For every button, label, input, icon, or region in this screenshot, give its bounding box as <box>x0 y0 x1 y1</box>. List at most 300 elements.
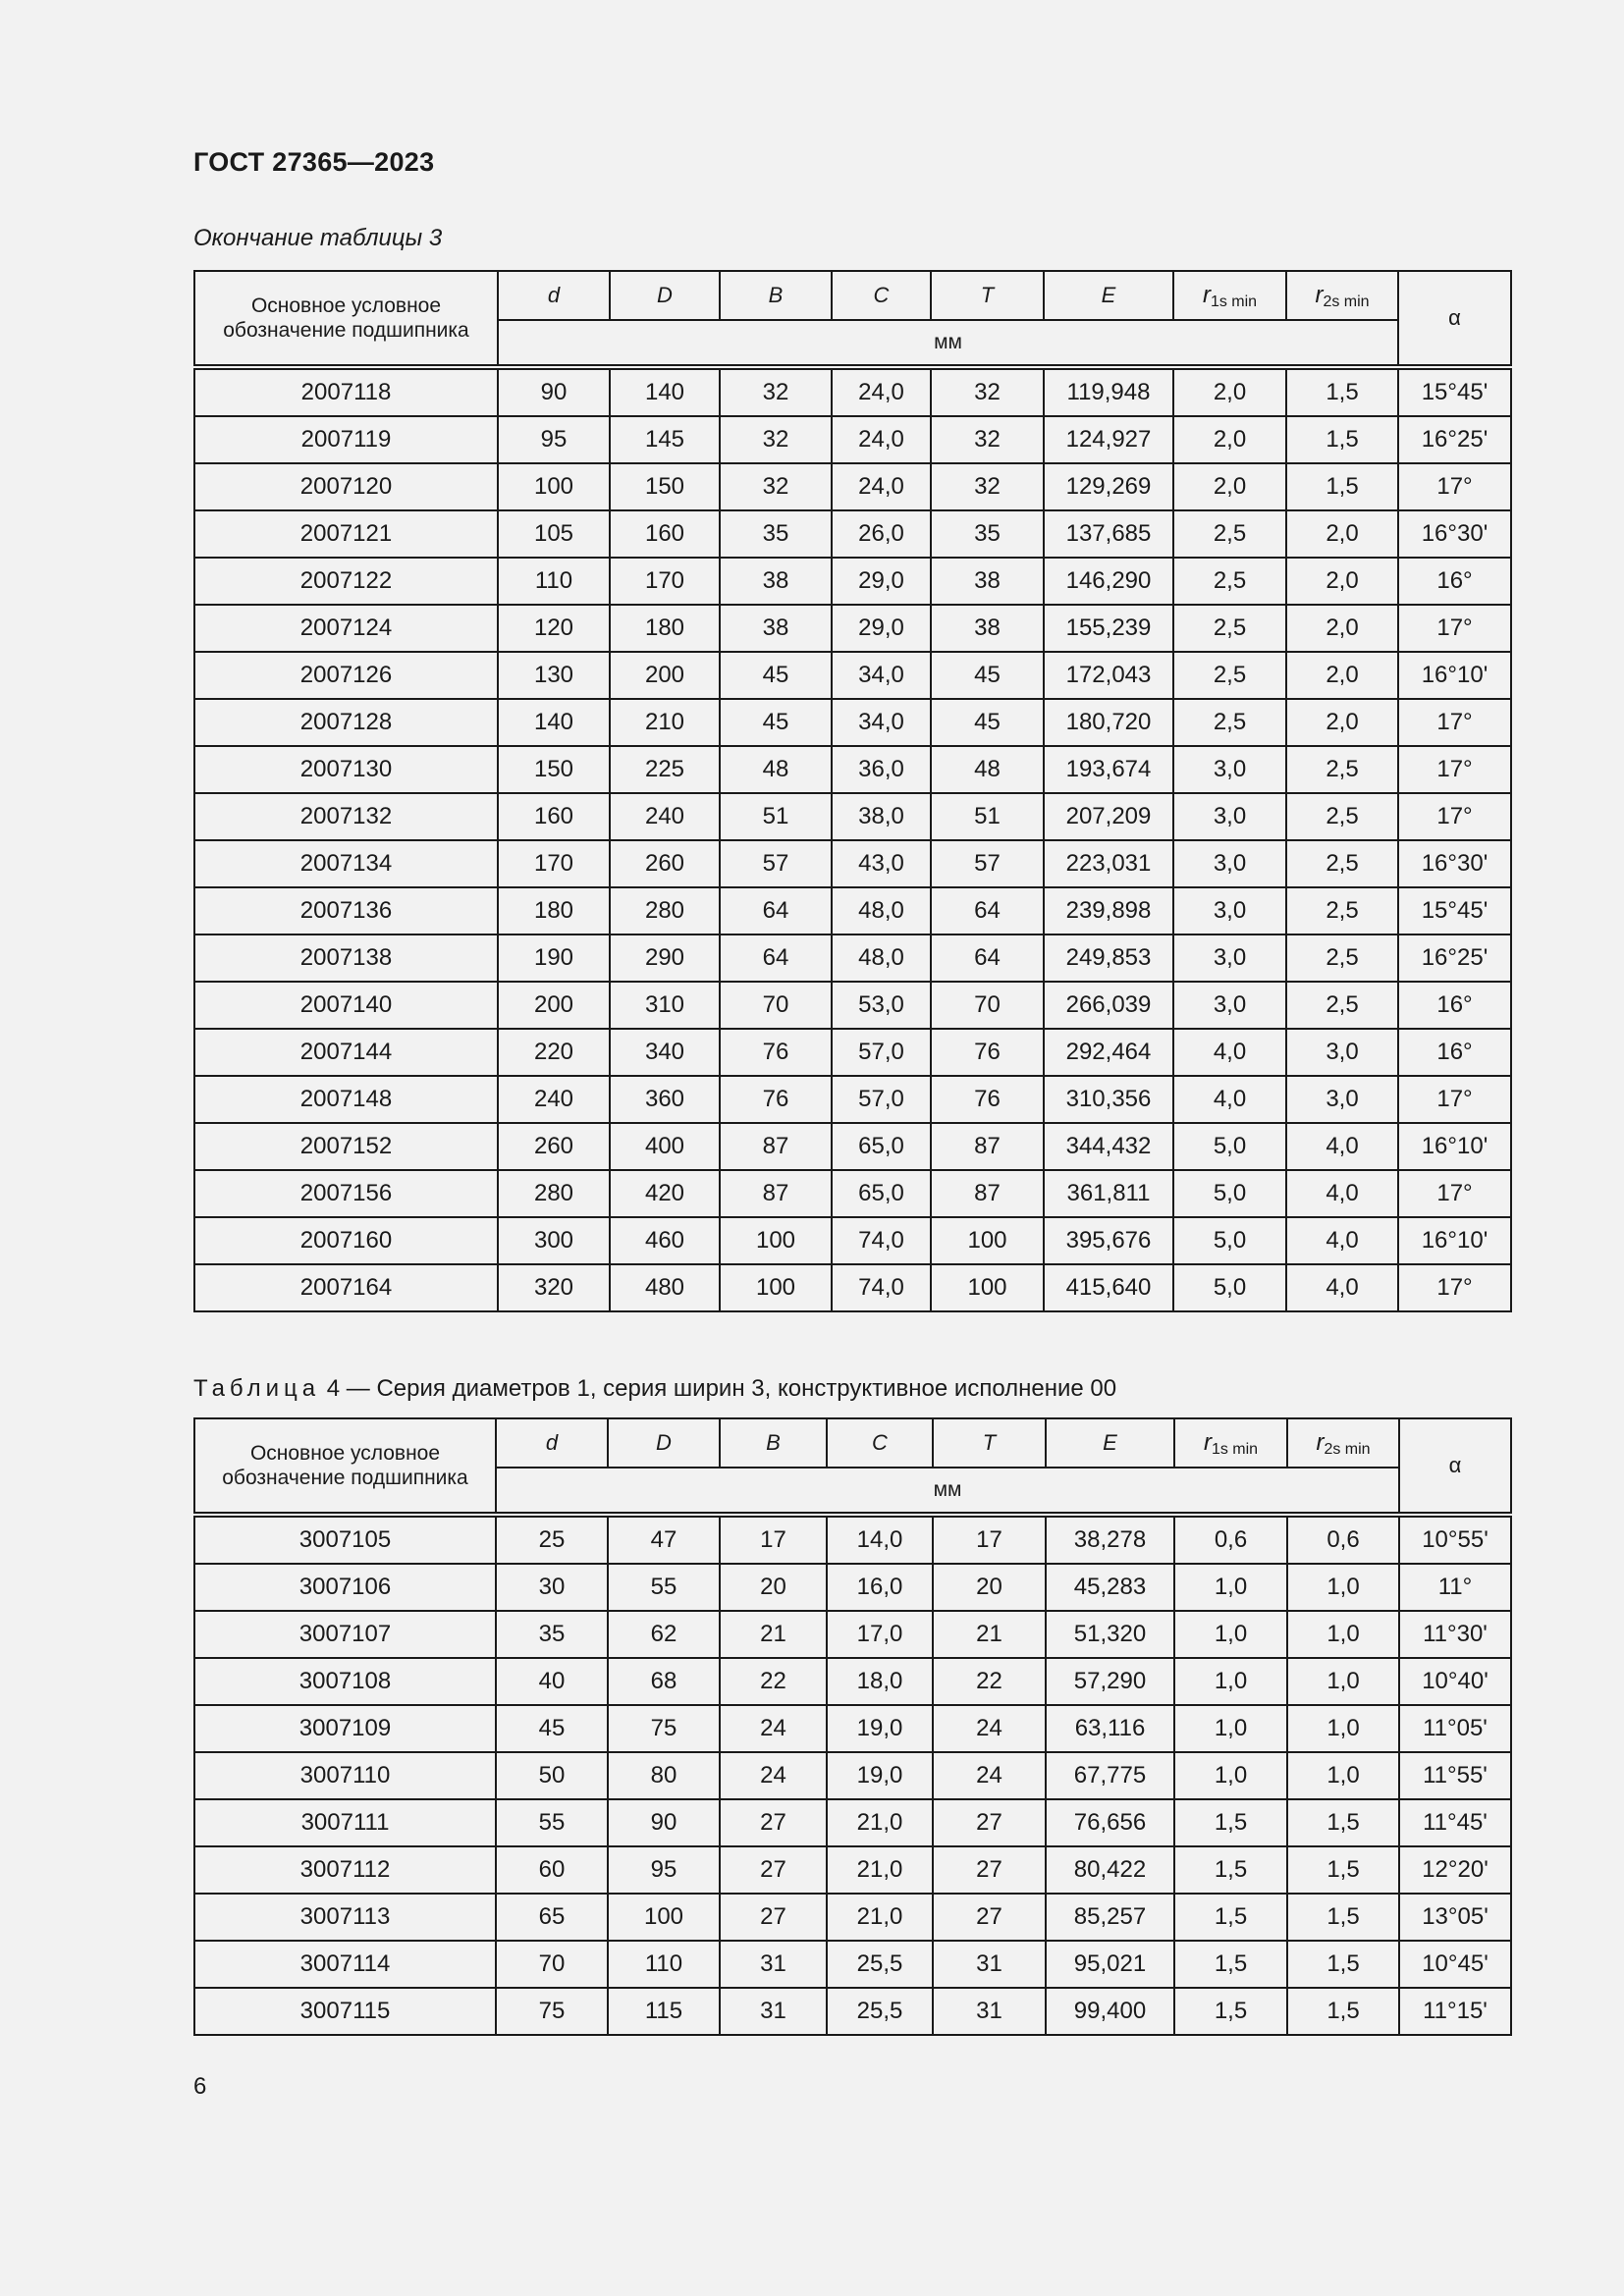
cell-E: 292,464 <box>1044 1029 1173 1076</box>
cell-B: 31 <box>720 1988 827 2035</box>
cell-D: 225 <box>610 746 720 793</box>
cell-r1s-min: 2,0 <box>1173 416 1286 463</box>
cell-C: 43,0 <box>832 840 931 887</box>
cell-r2s-min: 1,5 <box>1287 1894 1399 1941</box>
cell-E: 172,043 <box>1044 652 1173 699</box>
cell-alpha: 17° <box>1398 1170 1511 1217</box>
cell-r2s-min: 1,0 <box>1287 1752 1399 1799</box>
unit-header: мм <box>496 1468 1399 1515</box>
col-r2-header <box>1286 271 1398 320</box>
cell-T: 24 <box>933 1705 1046 1752</box>
col-T-header: T <box>933 1418 1046 1468</box>
cell-B: 24 <box>720 1705 827 1752</box>
cell-alpha: 17° <box>1398 793 1511 840</box>
cell-D: 340 <box>610 1029 720 1076</box>
cell-C: 53,0 <box>832 982 931 1029</box>
cell-r1s-min: 1,0 <box>1174 1752 1287 1799</box>
cell-T: 38 <box>931 605 1044 652</box>
cell-D: 47 <box>608 1515 720 1564</box>
cell-designation: 2007144 <box>194 1029 498 1076</box>
cell-C: 19,0 <box>827 1752 933 1799</box>
cell-E: 38,278 <box>1046 1515 1174 1564</box>
cell-E: 344,432 <box>1044 1123 1173 1170</box>
cell-d: 200 <box>498 982 610 1029</box>
table-row <box>194 605 1511 652</box>
cell-r2s-min: 1,0 <box>1287 1658 1399 1705</box>
cell-C: 57,0 <box>832 1076 931 1123</box>
cell-D: 420 <box>610 1170 720 1217</box>
cell-r1s-min: 0,6 <box>1174 1515 1287 1564</box>
table-row <box>194 1217 1511 1264</box>
cell-d: 120 <box>498 605 610 652</box>
cell-D: 180 <box>610 605 720 652</box>
cell-T: 76 <box>931 1076 1044 1123</box>
cell-r2s-min: 2,5 <box>1286 982 1398 1029</box>
cell-r2s-min: 3,0 <box>1286 1029 1398 1076</box>
col-r2-subscript: 2s min <box>1324 1441 1371 1458</box>
cell-r2s-min: 1,5 <box>1286 416 1398 463</box>
cell-designation: 2007120 <box>194 463 498 510</box>
cell-alpha: 11°15' <box>1399 1988 1511 2035</box>
cell-D: 210 <box>610 699 720 746</box>
designation-header: Основное условное обозначение подшипника <box>194 271 498 367</box>
table-row <box>194 1076 1511 1123</box>
cell-r1s-min: 2,0 <box>1173 463 1286 510</box>
cell-B: 32 <box>720 416 832 463</box>
cell-d: 130 <box>498 652 610 699</box>
col-r2-subscript: 2s min <box>1323 294 1370 310</box>
cell-r1s-min: 2,5 <box>1173 558 1286 605</box>
cell-d: 45 <box>496 1705 608 1752</box>
cell-D: 55 <box>608 1564 720 1611</box>
cell-B: 76 <box>720 1029 832 1076</box>
cell-T: 64 <box>931 887 1044 934</box>
cell-r2s-min: 1,5 <box>1287 1846 1399 1894</box>
cell-alpha: 16°30' <box>1398 840 1511 887</box>
cell-d: 160 <box>498 793 610 840</box>
col-r1-subscript: 1s min <box>1210 294 1258 310</box>
cell-E: 395,676 <box>1044 1217 1173 1264</box>
cell-r2s-min: 1,5 <box>1287 1941 1399 1988</box>
cell-r1s-min: 1,5 <box>1174 1894 1287 1941</box>
col-E-header: E <box>1044 271 1173 320</box>
cell-B: 38 <box>720 605 832 652</box>
table-row <box>194 463 1511 510</box>
table-row <box>194 746 1511 793</box>
cell-alpha: 16°25' <box>1398 416 1511 463</box>
cell-alpha: 13°05' <box>1399 1894 1511 1941</box>
cell-T: 57 <box>931 840 1044 887</box>
cell-D: 260 <box>610 840 720 887</box>
cell-B: 32 <box>720 367 832 416</box>
cell-alpha: 16° <box>1398 982 1511 1029</box>
cell-E: 137,685 <box>1044 510 1173 558</box>
cell-C: 38,0 <box>832 793 931 840</box>
cell-alpha: 16°10' <box>1398 1123 1511 1170</box>
cell-D: 280 <box>610 887 720 934</box>
cell-T: 27 <box>933 1799 1046 1846</box>
cell-r2s-min: 0,6 <box>1287 1515 1399 1564</box>
table-row <box>194 1894 1511 1941</box>
cell-d: 50 <box>496 1752 608 1799</box>
cell-T: 32 <box>931 416 1044 463</box>
cell-designation: 2007136 <box>194 887 498 934</box>
cell-d: 95 <box>498 416 610 463</box>
table-row <box>194 652 1511 699</box>
cell-E: 249,853 <box>1044 934 1173 982</box>
cell-r2s-min: 2,0 <box>1286 699 1398 746</box>
cell-r1s-min: 1,5 <box>1174 1988 1287 2035</box>
cell-C: 48,0 <box>832 887 931 934</box>
cell-E: 119,948 <box>1044 367 1173 416</box>
table-row <box>194 416 1511 463</box>
cell-E: 239,898 <box>1044 887 1173 934</box>
cell-designation: 2007122 <box>194 558 498 605</box>
cell-T: 48 <box>931 746 1044 793</box>
col-d-header: d <box>498 271 610 320</box>
cell-D: 68 <box>608 1658 720 1705</box>
cell-E: 193,674 <box>1044 746 1173 793</box>
col-d-header: d <box>496 1418 608 1468</box>
cell-r1s-min: 3,0 <box>1173 746 1286 793</box>
cell-D: 310 <box>610 982 720 1029</box>
cell-alpha: 12°20' <box>1399 1846 1511 1894</box>
table-row <box>194 793 1511 840</box>
col-D-header: D <box>610 271 720 320</box>
cell-C: 29,0 <box>832 558 931 605</box>
cell-B: 45 <box>720 699 832 746</box>
cell-alpha: 10°40' <box>1399 1658 1511 1705</box>
cell-r2s-min: 2,5 <box>1286 793 1398 840</box>
cell-designation: 2007152 <box>194 1123 498 1170</box>
cell-r2s-min: 2,0 <box>1286 652 1398 699</box>
cell-r1s-min: 2,5 <box>1173 605 1286 652</box>
cell-r2s-min: 4,0 <box>1286 1264 1398 1311</box>
table-row <box>194 699 1511 746</box>
cell-B: 31 <box>720 1941 827 1988</box>
col-C-header: C <box>827 1418 933 1468</box>
cell-T: 70 <box>931 982 1044 1029</box>
cell-E: 361,811 <box>1044 1170 1173 1217</box>
table-row <box>194 367 1511 416</box>
cell-D: 115 <box>608 1988 720 2035</box>
table-row <box>194 1705 1511 1752</box>
cell-designation: 3007109 <box>194 1705 496 1752</box>
cell-designation: 2007130 <box>194 746 498 793</box>
cell-d: 25 <box>496 1515 608 1564</box>
unit-header: мм <box>498 320 1398 367</box>
cell-d: 35 <box>496 1611 608 1658</box>
cell-D: 170 <box>610 558 720 605</box>
cell-D: 95 <box>608 1846 720 1894</box>
cell-B: 45 <box>720 652 832 699</box>
col-B-header: B <box>720 271 832 320</box>
col-r2-header <box>1287 1418 1399 1468</box>
page-number: 6 <box>193 2073 207 2100</box>
cell-T: 76 <box>931 1029 1044 1076</box>
cell-B: 51 <box>720 793 832 840</box>
cell-C: 34,0 <box>832 699 931 746</box>
cell-D: 400 <box>610 1123 720 1170</box>
cell-d: 40 <box>496 1658 608 1705</box>
table3-caption: Окончание таблицы 3 <box>193 225 443 251</box>
col-r2-symbol: r <box>1315 282 1324 308</box>
cell-r1s-min: 5,0 <box>1173 1170 1286 1217</box>
cell-T: 32 <box>931 367 1044 416</box>
table-row <box>194 1611 1511 1658</box>
table-row <box>194 1988 1511 2035</box>
cell-designation: 3007115 <box>194 1988 496 2035</box>
cell-alpha: 11°55' <box>1399 1752 1511 1799</box>
cell-T: 21 <box>933 1611 1046 1658</box>
cell-B: 20 <box>720 1564 827 1611</box>
cell-designation: 3007113 <box>194 1894 496 1941</box>
cell-D: 110 <box>608 1941 720 1988</box>
cell-B: 64 <box>720 887 832 934</box>
cell-r1s-min: 1,0 <box>1174 1611 1287 1658</box>
cell-designation: 3007108 <box>194 1658 496 1705</box>
cell-D: 145 <box>610 416 720 463</box>
cell-C: 29,0 <box>832 605 931 652</box>
cell-designation: 2007156 <box>194 1170 498 1217</box>
cell-r1s-min: 1,5 <box>1174 1941 1287 1988</box>
cell-T: 24 <box>933 1752 1046 1799</box>
cell-r2s-min: 4,0 <box>1286 1217 1398 1264</box>
cell-r2s-min: 3,0 <box>1286 1076 1398 1123</box>
cell-T: 38 <box>931 558 1044 605</box>
cell-C: 21,0 <box>827 1799 933 1846</box>
table-row <box>194 1564 1511 1611</box>
cell-C: 57,0 <box>832 1029 931 1076</box>
table-row <box>194 1029 1511 1076</box>
cell-T: 31 <box>933 1941 1046 1988</box>
cell-d: 190 <box>498 934 610 982</box>
cell-designation: 2007128 <box>194 699 498 746</box>
cell-designation: 2007148 <box>194 1076 498 1123</box>
cell-d: 280 <box>498 1170 610 1217</box>
cell-r2s-min: 2,0 <box>1286 558 1398 605</box>
cell-alpha: 11°45' <box>1399 1799 1511 1846</box>
cell-d: 300 <box>498 1217 610 1264</box>
cell-C: 65,0 <box>832 1170 931 1217</box>
cell-r2s-min: 4,0 <box>1286 1123 1398 1170</box>
cell-r1s-min: 1,5 <box>1174 1799 1287 1846</box>
cell-T: 31 <box>933 1988 1046 2035</box>
cell-d: 105 <box>498 510 610 558</box>
cell-E: 223,031 <box>1044 840 1173 887</box>
cell-T: 32 <box>931 463 1044 510</box>
cell-T: 45 <box>931 699 1044 746</box>
cell-E: 51,320 <box>1046 1611 1174 1658</box>
cell-C: 17,0 <box>827 1611 933 1658</box>
cell-d: 240 <box>498 1076 610 1123</box>
cell-B: 35 <box>720 510 832 558</box>
cell-B: 27 <box>720 1894 827 1941</box>
cell-r1s-min: 3,0 <box>1173 934 1286 982</box>
col-C-header: C <box>832 271 931 320</box>
cell-B: 64 <box>720 934 832 982</box>
cell-B: 27 <box>720 1799 827 1846</box>
cell-C: 14,0 <box>827 1515 933 1564</box>
table-row <box>194 1123 1511 1170</box>
table-row <box>194 934 1511 982</box>
cell-r1s-min: 3,0 <box>1173 982 1286 1029</box>
cell-D: 150 <box>610 463 720 510</box>
col-r1-header <box>1173 271 1286 320</box>
table-4 <box>193 1417 1512 2036</box>
designation-header: Основное условное обозначение подшипника <box>194 1418 496 1515</box>
cell-D: 460 <box>610 1217 720 1264</box>
cell-E: 180,720 <box>1044 699 1173 746</box>
cell-C: 24,0 <box>832 367 931 416</box>
cell-E: 57,290 <box>1046 1658 1174 1705</box>
col-alpha-header: α <box>1398 271 1511 367</box>
cell-B: 100 <box>720 1264 832 1311</box>
cell-designation: 2007121 <box>194 510 498 558</box>
cell-r1s-min: 5,0 <box>1173 1217 1286 1264</box>
cell-alpha: 17° <box>1398 746 1511 793</box>
cell-T: 100 <box>931 1217 1044 1264</box>
table4-body <box>194 1515 1511 2035</box>
cell-r1s-min: 4,0 <box>1173 1076 1286 1123</box>
cell-designation: 2007160 <box>194 1217 498 1264</box>
cell-alpha: 10°45' <box>1399 1941 1511 1988</box>
cell-d: 100 <box>498 463 610 510</box>
cell-alpha: 10°55' <box>1399 1515 1511 1564</box>
table-row <box>194 1752 1511 1799</box>
cell-alpha: 17° <box>1398 1076 1511 1123</box>
cell-r1s-min: 3,0 <box>1173 840 1286 887</box>
table-row <box>194 1515 1511 1564</box>
cell-alpha: 11°30' <box>1399 1611 1511 1658</box>
table-row <box>194 1846 1511 1894</box>
cell-B: 17 <box>720 1515 827 1564</box>
cell-designation: 2007124 <box>194 605 498 652</box>
cell-alpha: 16°30' <box>1398 510 1511 558</box>
cell-D: 160 <box>610 510 720 558</box>
document-code: ГОСТ 27365—2023 <box>193 147 435 177</box>
cell-B: 48 <box>720 746 832 793</box>
cell-B: 87 <box>720 1170 832 1217</box>
cell-B: 21 <box>720 1611 827 1658</box>
cell-T: 87 <box>931 1123 1044 1170</box>
cell-E: 155,239 <box>1044 605 1173 652</box>
cell-C: 25,5 <box>827 1988 933 2035</box>
cell-B: 57 <box>720 840 832 887</box>
cell-r2s-min: 1,0 <box>1287 1611 1399 1658</box>
cell-designation: 3007107 <box>194 1611 496 1658</box>
col-D-header: D <box>608 1418 720 1468</box>
cell-r1s-min: 2,5 <box>1173 510 1286 558</box>
cell-C: 26,0 <box>832 510 931 558</box>
cell-C: 36,0 <box>832 746 931 793</box>
cell-B: 32 <box>720 463 832 510</box>
cell-d: 140 <box>498 699 610 746</box>
table3-body <box>194 367 1511 1311</box>
cell-T: 100 <box>931 1264 1044 1311</box>
cell-C: 34,0 <box>832 652 931 699</box>
cell-r2s-min: 1,5 <box>1287 1799 1399 1846</box>
cell-E: 80,422 <box>1046 1846 1174 1894</box>
col-r1-subscript: 1s min <box>1211 1441 1259 1458</box>
cell-D: 100 <box>608 1894 720 1941</box>
cell-D: 80 <box>608 1752 720 1799</box>
cell-r1s-min: 5,0 <box>1173 1264 1286 1311</box>
cell-r2s-min: 2,5 <box>1286 840 1398 887</box>
cell-designation: 2007118 <box>194 367 498 416</box>
cell-D: 240 <box>610 793 720 840</box>
cell-r1s-min: 2,5 <box>1173 652 1286 699</box>
cell-E: 99,400 <box>1046 1988 1174 2035</box>
cell-r2s-min: 1,5 <box>1286 463 1398 510</box>
cell-alpha: 17° <box>1398 1264 1511 1311</box>
cell-B: 38 <box>720 558 832 605</box>
cell-r2s-min: 4,0 <box>1286 1170 1398 1217</box>
col-B-header: B <box>720 1418 827 1468</box>
col-r1-header <box>1174 1418 1287 1468</box>
cell-alpha: 11°05' <box>1399 1705 1511 1752</box>
cell-designation: 2007126 <box>194 652 498 699</box>
cell-D: 62 <box>608 1611 720 1658</box>
cell-designation: 2007138 <box>194 934 498 982</box>
cell-B: 87 <box>720 1123 832 1170</box>
cell-E: 415,640 <box>1044 1264 1173 1311</box>
cell-T: 27 <box>933 1894 1046 1941</box>
table-row <box>194 1264 1511 1311</box>
cell-r1s-min: 4,0 <box>1173 1029 1286 1076</box>
cell-designation: 3007111 <box>194 1799 496 1846</box>
cell-C: 24,0 <box>832 463 931 510</box>
cell-alpha: 16°10' <box>1398 1217 1511 1264</box>
cell-C: 65,0 <box>832 1123 931 1170</box>
cell-T: 51 <box>931 793 1044 840</box>
cell-r1s-min: 1,0 <box>1174 1564 1287 1611</box>
cell-B: 76 <box>720 1076 832 1123</box>
cell-d: 75 <box>496 1988 608 2035</box>
table-row <box>194 1658 1511 1705</box>
cell-E: 310,356 <box>1044 1076 1173 1123</box>
cell-d: 170 <box>498 840 610 887</box>
table-row <box>194 982 1511 1029</box>
cell-r2s-min: 2,5 <box>1286 746 1398 793</box>
cell-designation: 2007164 <box>194 1264 498 1311</box>
cell-r1s-min: 2,0 <box>1173 367 1286 416</box>
cell-alpha: 16° <box>1398 1029 1511 1076</box>
col-T-header: T <box>931 271 1044 320</box>
cell-E: 85,257 <box>1046 1894 1174 1941</box>
cell-E: 146,290 <box>1044 558 1173 605</box>
cell-d: 60 <box>496 1846 608 1894</box>
col-r1-symbol: r <box>1202 282 1211 308</box>
cell-E: 266,039 <box>1044 982 1173 1029</box>
cell-d: 150 <box>498 746 610 793</box>
cell-B: 70 <box>720 982 832 1029</box>
cell-d: 55 <box>496 1799 608 1846</box>
cell-designation: 3007112 <box>194 1846 496 1894</box>
cell-C: 25,5 <box>827 1941 933 1988</box>
cell-T: 17 <box>933 1515 1046 1564</box>
cell-alpha: 16°10' <box>1398 652 1511 699</box>
cell-d: 30 <box>496 1564 608 1611</box>
cell-C: 74,0 <box>832 1217 931 1264</box>
cell-d: 180 <box>498 887 610 934</box>
cell-E: 76,656 <box>1046 1799 1174 1846</box>
cell-T: 20 <box>933 1564 1046 1611</box>
cell-C: 24,0 <box>832 416 931 463</box>
cell-r2s-min: 2,5 <box>1286 934 1398 982</box>
cell-d: 65 <box>496 1894 608 1941</box>
cell-alpha: 17° <box>1398 605 1511 652</box>
